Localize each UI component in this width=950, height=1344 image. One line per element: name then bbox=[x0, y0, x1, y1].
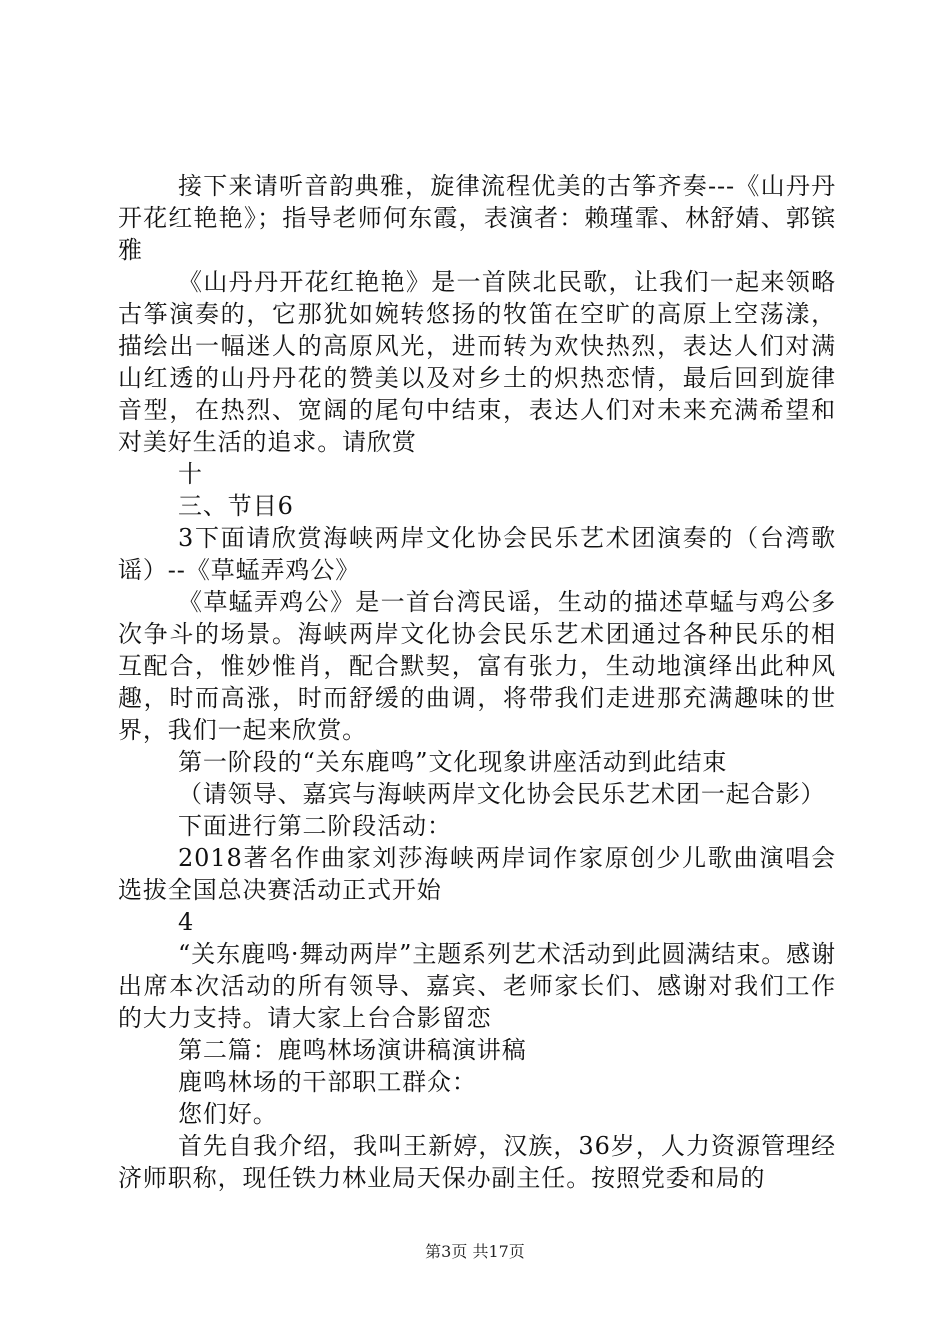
section-heading-program-6: 三、节目6 bbox=[178, 492, 294, 520]
paragraph-group-photo: （请领导、嘉宾与海峡两岸文化协会民乐艺术团一起合影） bbox=[178, 780, 826, 808]
paragraph-contest-start: 2018著名作曲家刘莎海峡两岸词作家原创少儿歌曲演唱会选拔全国总决赛活动正式开始 bbox=[118, 844, 836, 904]
document-body bbox=[118, 170, 836, 1194]
page-footer: 第3页 共17页 bbox=[425, 1242, 525, 1261]
paragraph-caomeng-description: 《草蜢弄鸡公》是一首台湾民谣，生动的描述草蜢与鸡公多次争斗的场景。海峡两岸文化协会民乐艺术团通过各种民乐的相互配合，惟妙惟肖，配合默契，富有张力，生动地演绎出此种风趣，时而高涨，时而舒缓的曲调，将带我们走进那充满趣味的世界，我们一起来欣赏。 bbox=[118, 588, 836, 744]
paragraph-marker-ten: 十 bbox=[178, 460, 203, 488]
paragraph-greeting: 您们好。 bbox=[178, 1100, 278, 1128]
paragraph-stage-two: 下面进行第二阶段活动： bbox=[178, 812, 452, 840]
paragraph-closing-thanks: “关东鹿鸣·舞动两岸”主题系列艺术活动到此圆满结束。感谢出席本次活动的所有领导、嘉宾、老师家长们、感谢对我们工作的大力支持。请大家上台合影留恋 bbox=[118, 940, 836, 1032]
paragraph-self-introduction: 首先自我介绍，我叫王新婷，汉族，36岁，人力资源管理经济师职称，现任铁力林业局天保办副主任。按照党委和局的 bbox=[118, 1132, 836, 1192]
paragraph-salutation: 鹿鸣林场的干部职工群众： bbox=[178, 1068, 477, 1096]
paragraph-caomeng-intro: 3下面请欣赏海峡两岸文化协会民乐艺术团演奏的（台湾歌谣）--《草蜢弄鸡公》 bbox=[118, 524, 836, 584]
paragraph-stage-one-end: 第一阶段的“关东鹿鸣”文化现象讲座活动到此结束 bbox=[178, 748, 728, 776]
paragraph-guzheng-intro: 接下来请听音韵典雅，旋律流程优美的古筝齐奏---《山丹丹开花红艳艳》；指导老师何东霞，表演者：赖瑾霏、林舒婧、郭镔雅 bbox=[118, 172, 836, 264]
section-heading-part-two: 第二篇：鹿鸣林场演讲稿演讲稿 bbox=[178, 1036, 527, 1064]
paragraph-guzheng-description: 《山丹丹开花红艳艳》是一首陕北民歌，让我们一起来领略古筝演奏的，它那犹如婉转悠扬的牧笛在空旷的高原上空荡漾，描绘出一幅迷人的高原风光，进而转为欢快热烈，表达人们对满山红透的山丹丹花的赞美以及对乡土的炽热恋情，最后回到旋律音型，在热烈、宽阔的尾句中结束，表达人们对未来充满希望和对美好生活的追求。请欣赏 bbox=[118, 268, 836, 456]
paragraph-marker-four: 4 bbox=[178, 908, 195, 936]
